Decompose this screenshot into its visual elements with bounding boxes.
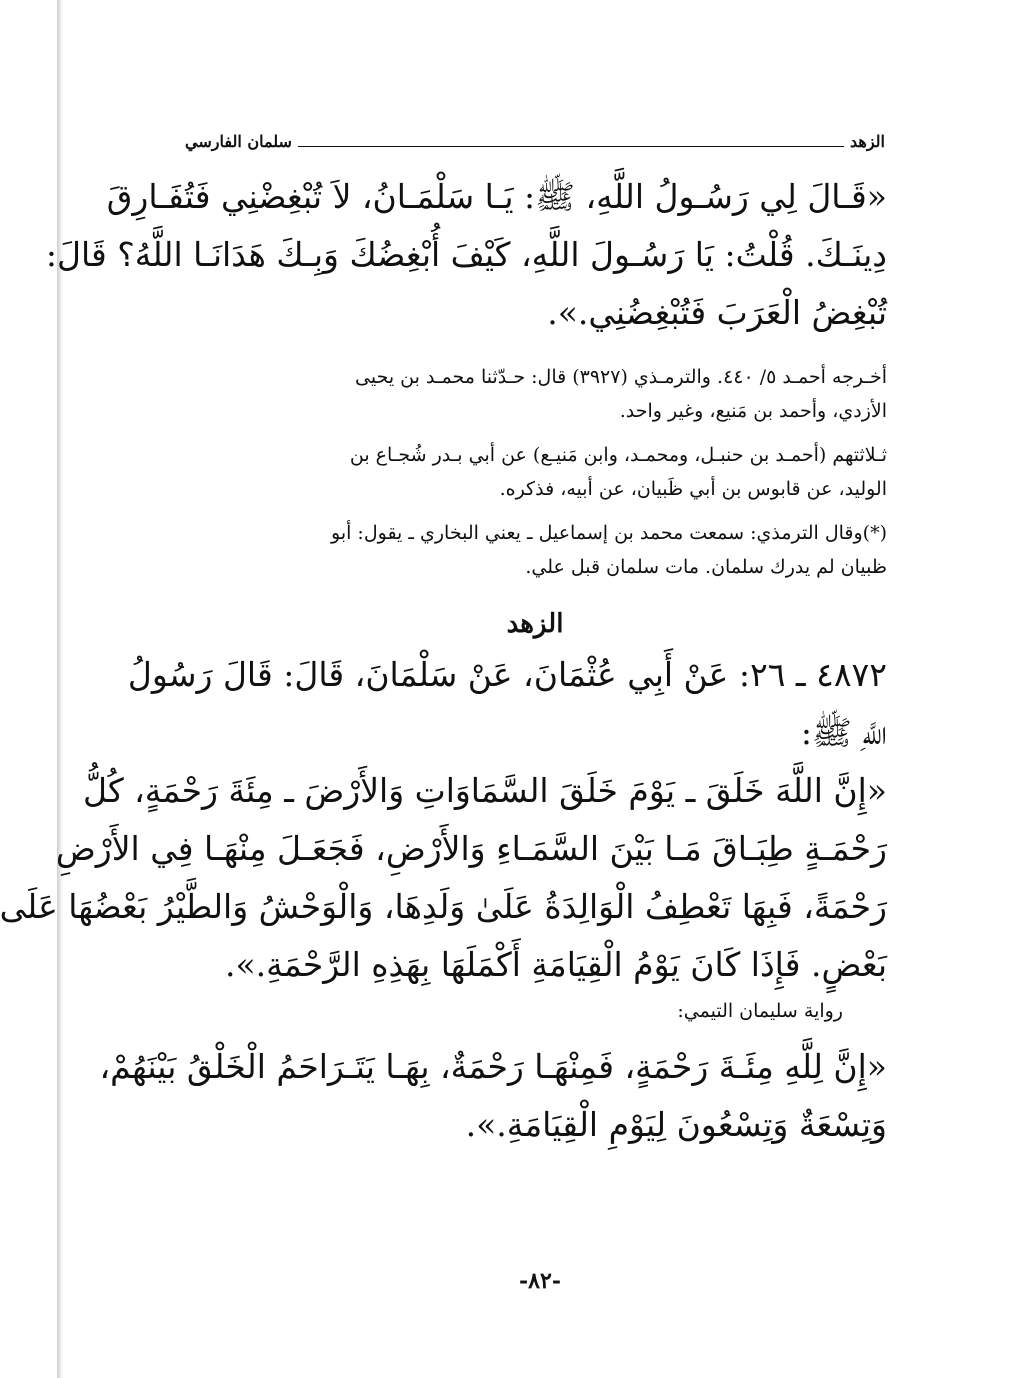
hadith-line: «إِنَّ لِلَّهِ مِئَـةَ رَحْمَةٍ، فَمِنْهَـا رَحْمَةٌ، بِهَـا يَتَـرَاحَمُ الْخَلْقُ بَيْنَهُمْ،	[99, 1047, 887, 1086]
hadith-text-1	[45, 168, 887, 342]
note-line: الوليد، عن قابوس بن أبي ظَبيان، عن أبيه، فذكره.	[499, 478, 887, 500]
takhrij-note-3	[183, 516, 887, 584]
header-rule	[298, 146, 844, 147]
note-line: (*)وقال الترمذي: سمعت محمد بن إسماعيل ـ يعني البخاري ـ يقول: أبو	[331, 522, 887, 544]
page-content	[0, 168, 887, 1154]
hadith-line: دِينَـكَ. قُلْتُ: يَا رَسُـولَ اللَّهِ، كَيْفَ أُبْغِضُكَ وَبِـكَ هَدَانَـا اللَّهُ؟ قَالَ:	[45, 235, 887, 274]
takhrij-note-1	[183, 360, 887, 428]
hadith-line: ٤٨٧٢ ـ ٢٦: عَنْ أَبِي عُثْمَانَ، عَنْ سَلْمَانَ، قَالَ: قَالَ رَسُولُ	[127, 655, 887, 694]
hadith-line: بَعْضٍ. فَإِذَا كَانَ يَوْمُ الْقِيَامَةِ أَكْمَلَهَا بِهَذِهِ الرَّحْمَةِ.».	[224, 945, 887, 984]
page-edge-shadow	[57, 0, 63, 1378]
hadith-line: تُبْغِضُ الْعَرَبَ فَتُبْغِضُنِي.».	[547, 293, 887, 332]
note-line: الأزدي، وأحمد بن مَنيع، وغير واحد.	[619, 400, 887, 422]
page-number: -٨٢-	[519, 1268, 561, 1294]
hadith-line: وَتِسْعَةٌ وَتِسْعُونَ لِيَوْمِ الْقِيَامَةِ.».	[465, 1105, 887, 1144]
note-line: ظبيان لم يدرك سلمان. مات سلمان قبل علي.	[525, 556, 887, 578]
hadith-intro-2	[127, 646, 887, 762]
hadith-text-3	[99, 1038, 887, 1154]
hadith-line: «قَـالَ لِي رَسُـولُ اللَّهِ، ﷺ: يَـا سَلْمَـانُ، لاَ تُبْغِضْنِي فَتُفَـارِقَ	[106, 177, 887, 216]
hadith-line: رَحْمَةً، فَبِهَا تَعْطِفُ الْوَالِدَةُ عَلَىٰ وَلَدِهَا، وَالْوَحْشُ وَالطَّيْرُ بَعْضُهَا عَلَى	[0, 887, 887, 926]
hadith-text-2	[0, 762, 887, 994]
note-line: ثـلاثتهم (أحمـد بن حنبـل، ومحمـد، وابن مَنيـع) عن أبي بـدر شُجـاع بن	[349, 444, 887, 466]
running-header	[185, 128, 885, 154]
hadith-line: «إِنَّ اللَّهَ خَلَقَ ـ يَوْمَ خَلَقَ السَّمَاوَاتِ وَالأَرْضَ ـ مِئَةَ رَحْمَةٍ، كُلُّ	[82, 771, 887, 810]
section-title: الزهد	[506, 609, 564, 639]
hadith-line: رَحْمَـةٍ طِبَـاقَ مَـا بَيْنَ السَّمَـاءِ وَالأَرْضِ، فَجَعَـلَ مِنْهَـا فِي الأَرْضِ	[55, 829, 887, 868]
note-line: أخـرجه أحمـد ٥/ ٤٤٠. والترمـذي (٣٩٢٧) قال: حـدّثنا محمـد بن يحيى	[355, 366, 887, 388]
riwaya-label: رواية سليمان التيمي:	[677, 1000, 843, 1022]
header-chapter-title: الزهد	[850, 131, 885, 151]
hadith-line: اللَّهِ ﷺ:	[800, 713, 887, 752]
header-book-title: سلمان الفارسي	[185, 131, 292, 151]
takhrij-note-2	[183, 438, 887, 506]
